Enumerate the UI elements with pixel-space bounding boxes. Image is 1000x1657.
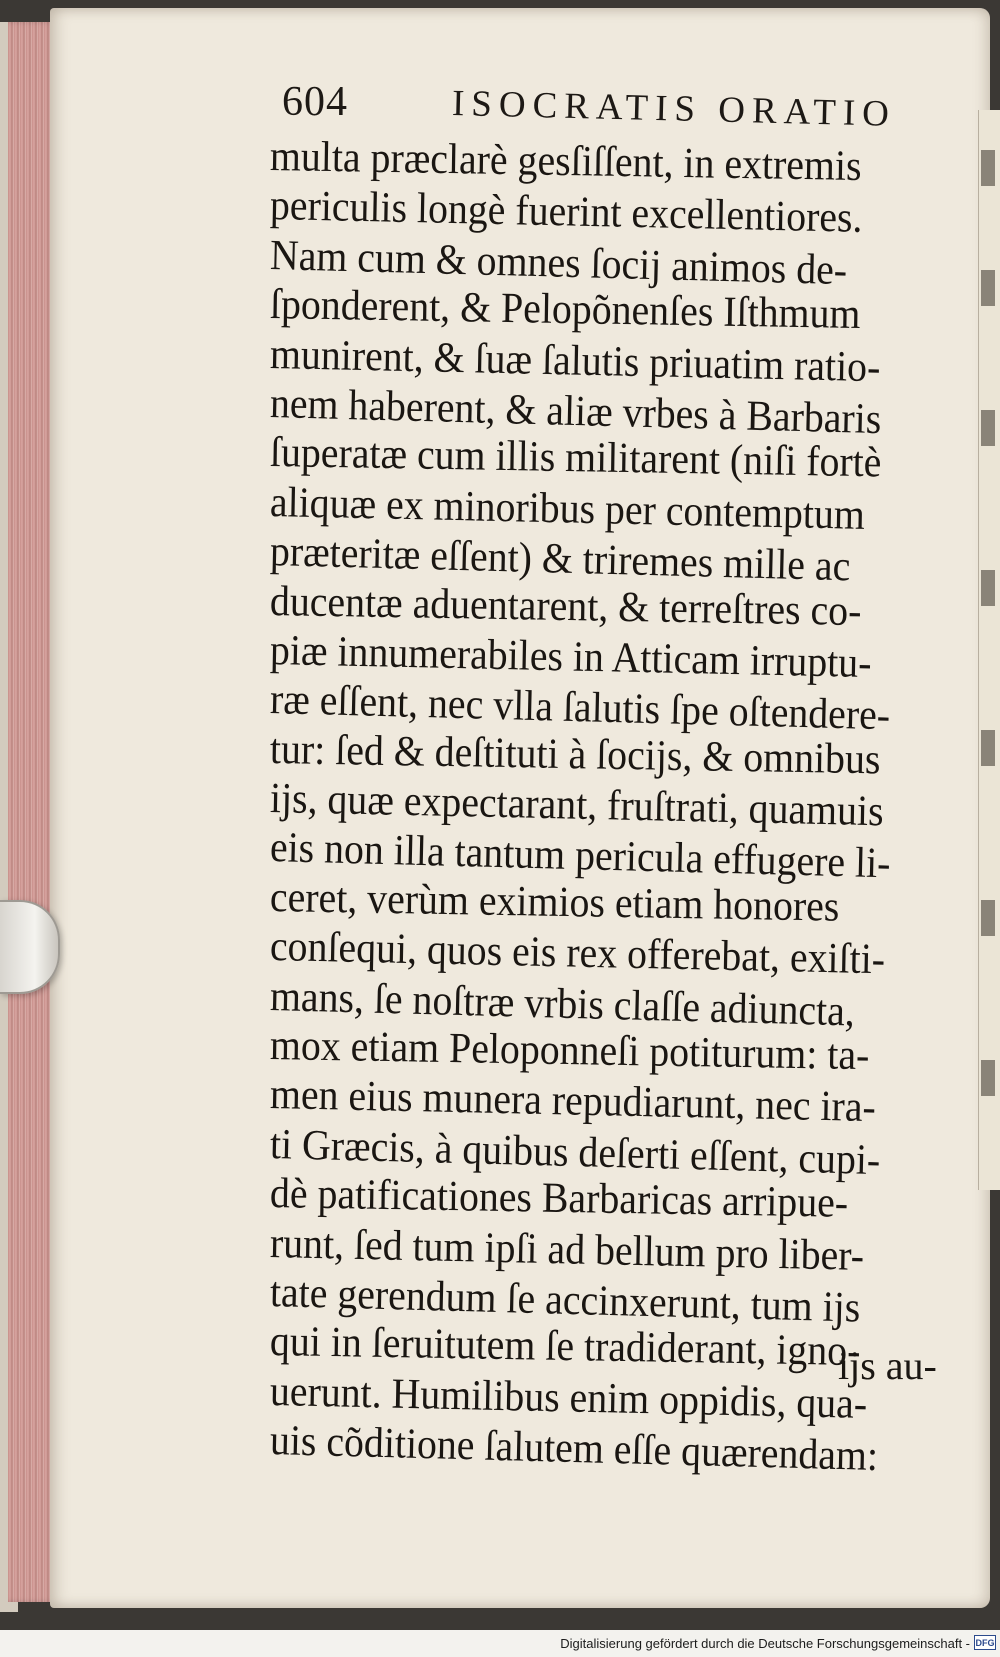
text-line: periculis longè fuerint excellentiores. [269,182,863,243]
funding-credit: Digitalisierung gefördert durch die Deutsche Forschungsgemeinschaft - [560,1636,970,1651]
facing-page-mark [981,900,995,936]
text-line: præteritæ eſſent) & triremes mille ac [269,528,851,591]
facing-page-strip [978,110,1000,1190]
facing-page-mark [981,270,995,306]
dfg-logo: DFG [974,1635,996,1650]
page-edges [8,22,56,1602]
facing-page-mark [981,1060,995,1096]
text-line: ijs, quæ expectarant, fruſtrati, quamuis [269,775,885,836]
text-line: mox etiam Peloponneſi potiturum: ta- [269,1022,870,1080]
text-line: conſequi, quos eis rex offerebat, exiſti- [269,923,886,984]
text-line: eis non illa tantum pericula effugere li- [269,824,892,888]
text-line: runt, ſed tum ipſi ad bellum pro liber- [269,1219,865,1280]
text-line: multa præclarè gesſiſſent, in extremis [269,133,862,191]
running-head: ISOCRATIS ORATIO [451,83,897,135]
facing-page-mark [981,730,995,766]
text-line: ducentæ aduentarent, & terreſtres co- [269,577,862,635]
text-line: munirent, & ſuæ ſalutis priuatim ratio- [269,330,881,391]
footer-bar [0,1630,1000,1657]
text-line: aliquæ ex minoribus per contemptum [269,478,866,539]
text-line: ræ eſſent, nec vlla ſalutis ſpe oſtendere- [269,676,891,740]
text-line: ceret, verùm eximios etiam honores [269,873,840,931]
text-line: ſponderent, & Pelopõnenſes Iſthmum [269,281,861,339]
facing-page-mark [981,410,995,446]
text-line: nem haberent, & aliæ vrbes à Barbaris [269,379,882,444]
text-line: ti Græcis, à quibus deſerti eſſent, cupi- [269,1120,881,1184]
text-line: dè patificationes Barbaricas arripue- [269,1170,849,1228]
facing-page-mark [981,570,995,606]
text-line: qui in ſeruitutem ſe tradiderant, igno- [269,1318,861,1376]
page-header [282,78,912,136]
text-line: Nam cum & omnes ſocij animos de- [269,231,848,295]
text-line: mans, ſe noſtræ vrbis claſſe adiuncta, [269,972,856,1036]
text-line: uerunt. Humilibus enim oppidis, qua- [269,1367,868,1428]
text-line: tate gerendum ſe accinxerunt, tum ijs [269,1268,861,1332]
text-line: piæ innumerabiles in Atticam irruptu- [269,626,872,687]
text-line: ſuperatæ cum illis militarent (niſi fortè [269,429,882,487]
catchword: ijs au- [838,1343,937,1388]
facing-page-mark [981,150,995,186]
body-text [269,132,950,1481]
text-line: uis cõditione ſalutem eſſe quærendam: [269,1417,879,1481]
page-number: 604 [282,79,348,125]
text-line: men eius munera repudiarunt, nec ira- [269,1071,877,1132]
text-line: tur: ſed & deſtituti à ſocijs, & omnibus [269,725,881,784]
